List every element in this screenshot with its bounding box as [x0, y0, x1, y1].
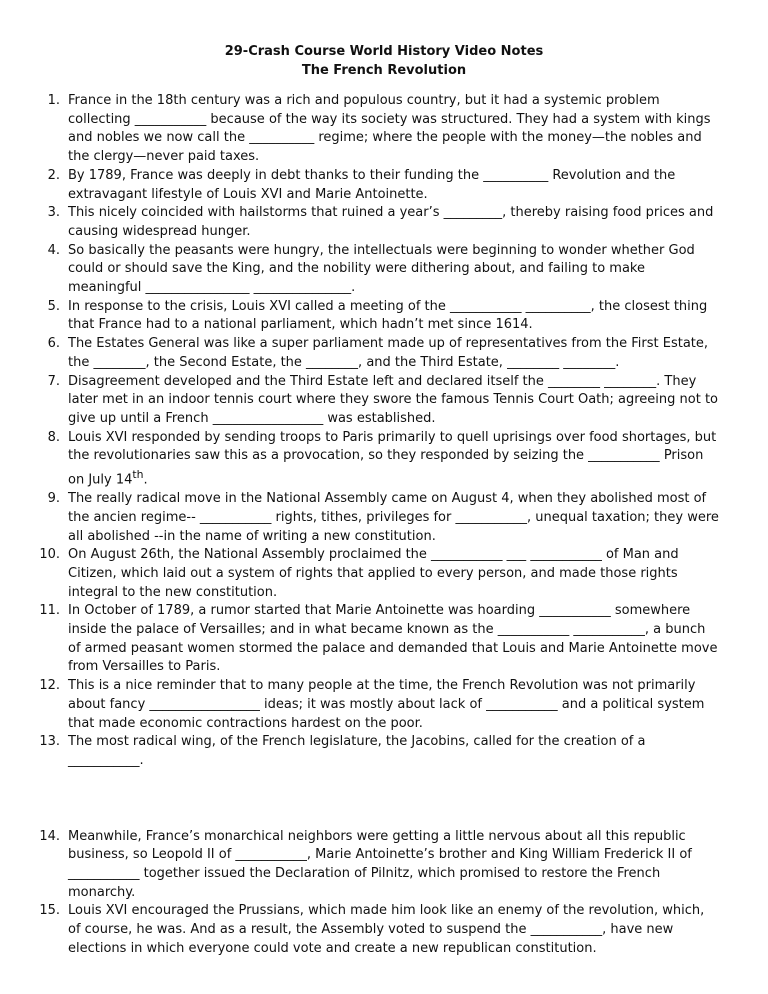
item-text: Louis XVI responded by sending troops to Paris primarily to quell uprisings over food shortages, but the revolutionaries saw this as a provocation, so they responded by seizing the ___________ Prison on July 14: [68, 429, 717, 488]
item-number: 9.: [47, 491, 60, 507]
item-number: 13.: [39, 734, 60, 750]
item-text: This is a nice reminder that to many people at the time, the French Revolution was not primarily about fancy _________________ ideas; it was mostly about lack of ___________ and a political system that made economic contractions hardest on the poor.: [68, 678, 705, 731]
item-text: Meanwhile, France’s monarchical neighbors were getting a little nervous about all this republic business, so Leopold II of ___________, Marie Antoinette’s brother and King William Frederick II of ___________ together issued the Declaration of Pilnitz, which promised to restore the French monarchy.: [68, 828, 692, 900]
item-number: 8.: [47, 429, 60, 445]
worksheet-subtitle: The French Revolution: [301, 63, 467, 78]
list-item: [47, 204, 720, 241]
list-item: [39, 677, 720, 733]
blank-space: [68, 771, 720, 828]
item-text: On August 26th, the National Assembly proclaimed the ___________ ___ ___________ of Man and Citizen, which laid out a system of rights that applied to every person, and made those rights integral to the new constitution.: [68, 547, 679, 600]
list-item: [47, 298, 720, 335]
list-item: [47, 429, 720, 490]
item-text: The Estates General was like a super parliament made up of representatives from the First Estate, the ________, the Second Estate, the ________, and the Third Estate, ________ ________.: [68, 336, 709, 370]
item-text: In October of 1789, a rumor started that Marie Antoinette was hoarding ___________ somewhere inside the palace of Versailles; and in what became known as the ___________ ___________, a bunch of armed peasant women stormed the palace and demanded that Louis and Marie Antoinette move from Versailles to Paris.: [68, 603, 718, 675]
item-number: 4.: [47, 242, 60, 258]
list-item: [39, 546, 720, 602]
item-text: This nicely coincided with hailstorms that ruined a year’s _________, thereby raising food prices and causing widespread hunger.: [68, 205, 714, 239]
item-number: 12.: [39, 678, 60, 694]
item-text: Louis XVI encouraged the Prussians, which made him look like an enemy of the revolution, which, of course, he was. And as a result, the Assembly voted to suspend the ___________, have new elections in which everyone could vote and create a new republican constitution.: [68, 903, 705, 956]
item-text: Disagreement developed and the Third Estate left and declared itself the ________ ________. They later met in an indoor tennis court where they swore the famous Tennis Court Oath; agreeing not to give up until a French _________________ was established.: [68, 373, 718, 426]
worksheet-title: 29-Crash Course World History Video Notes: [224, 44, 544, 59]
item-text-tail: .: [143, 472, 148, 488]
item-number: 1.: [47, 93, 60, 108]
list-item: [47, 167, 720, 204]
list-item: [47, 373, 720, 429]
item-text: The most radical wing, of the French legislature, the Jacobins, called for the creation of a ___________.: [68, 734, 646, 768]
list-item: [39, 602, 720, 677]
item-text: France in the 18th century was a rich and populous country, but it had a systemic problem collecting ___________ because of the way its society was structured. They had a system with kings and nobles we now call the __________ regime; where the people with the money—the nobles and the clergy—never paid taxes.: [68, 93, 711, 165]
item-number: 2.: [47, 167, 60, 183]
list-item: [39, 733, 720, 770]
item-number: 6.: [47, 336, 60, 352]
list-item: [47, 92, 720, 167]
list-item: [47, 242, 720, 298]
list-item: [47, 490, 720, 546]
item-number: 15.: [39, 903, 60, 919]
item-number: 3.: [47, 205, 60, 221]
item-text: So basically the peasants were hungry, the intellectuals were beginning to wonder whether God could or should save the King, and the nobility were dithering about, and failing to make meaningful ________________ _______________.: [68, 242, 695, 296]
list-item: [39, 828, 720, 903]
item-text: The really radical move in the National Assembly came on August 4, when they abolished most of the ancien regime-- ___________ rights, tithes, privileges for ___________, unequal taxation; they were all abolished --in the name of writing a new constitution.: [68, 491, 719, 544]
item-text: By 1789, France was deeply in debt thanks to their funding the __________ Revolution and the extravagant lifestyle of Louis XVI and Marie Antoinette.: [68, 167, 676, 202]
item-number: 5.: [47, 298, 60, 314]
item-number: 10.: [39, 547, 60, 563]
ordinal-superscript: th: [132, 468, 144, 482]
item-number: 11.: [39, 603, 60, 619]
item-number: 7.: [47, 373, 60, 389]
list-item: [47, 335, 720, 372]
list-item: [39, 902, 720, 958]
notes-list: [0, 92, 768, 959]
item-text: In response to the crisis, Louis XVI called a meeting of the ___________ __________, the closest thing that France had to a national parliament, which hadn’t met since 1614.: [68, 298, 708, 333]
item-number: 14.: [39, 828, 60, 844]
